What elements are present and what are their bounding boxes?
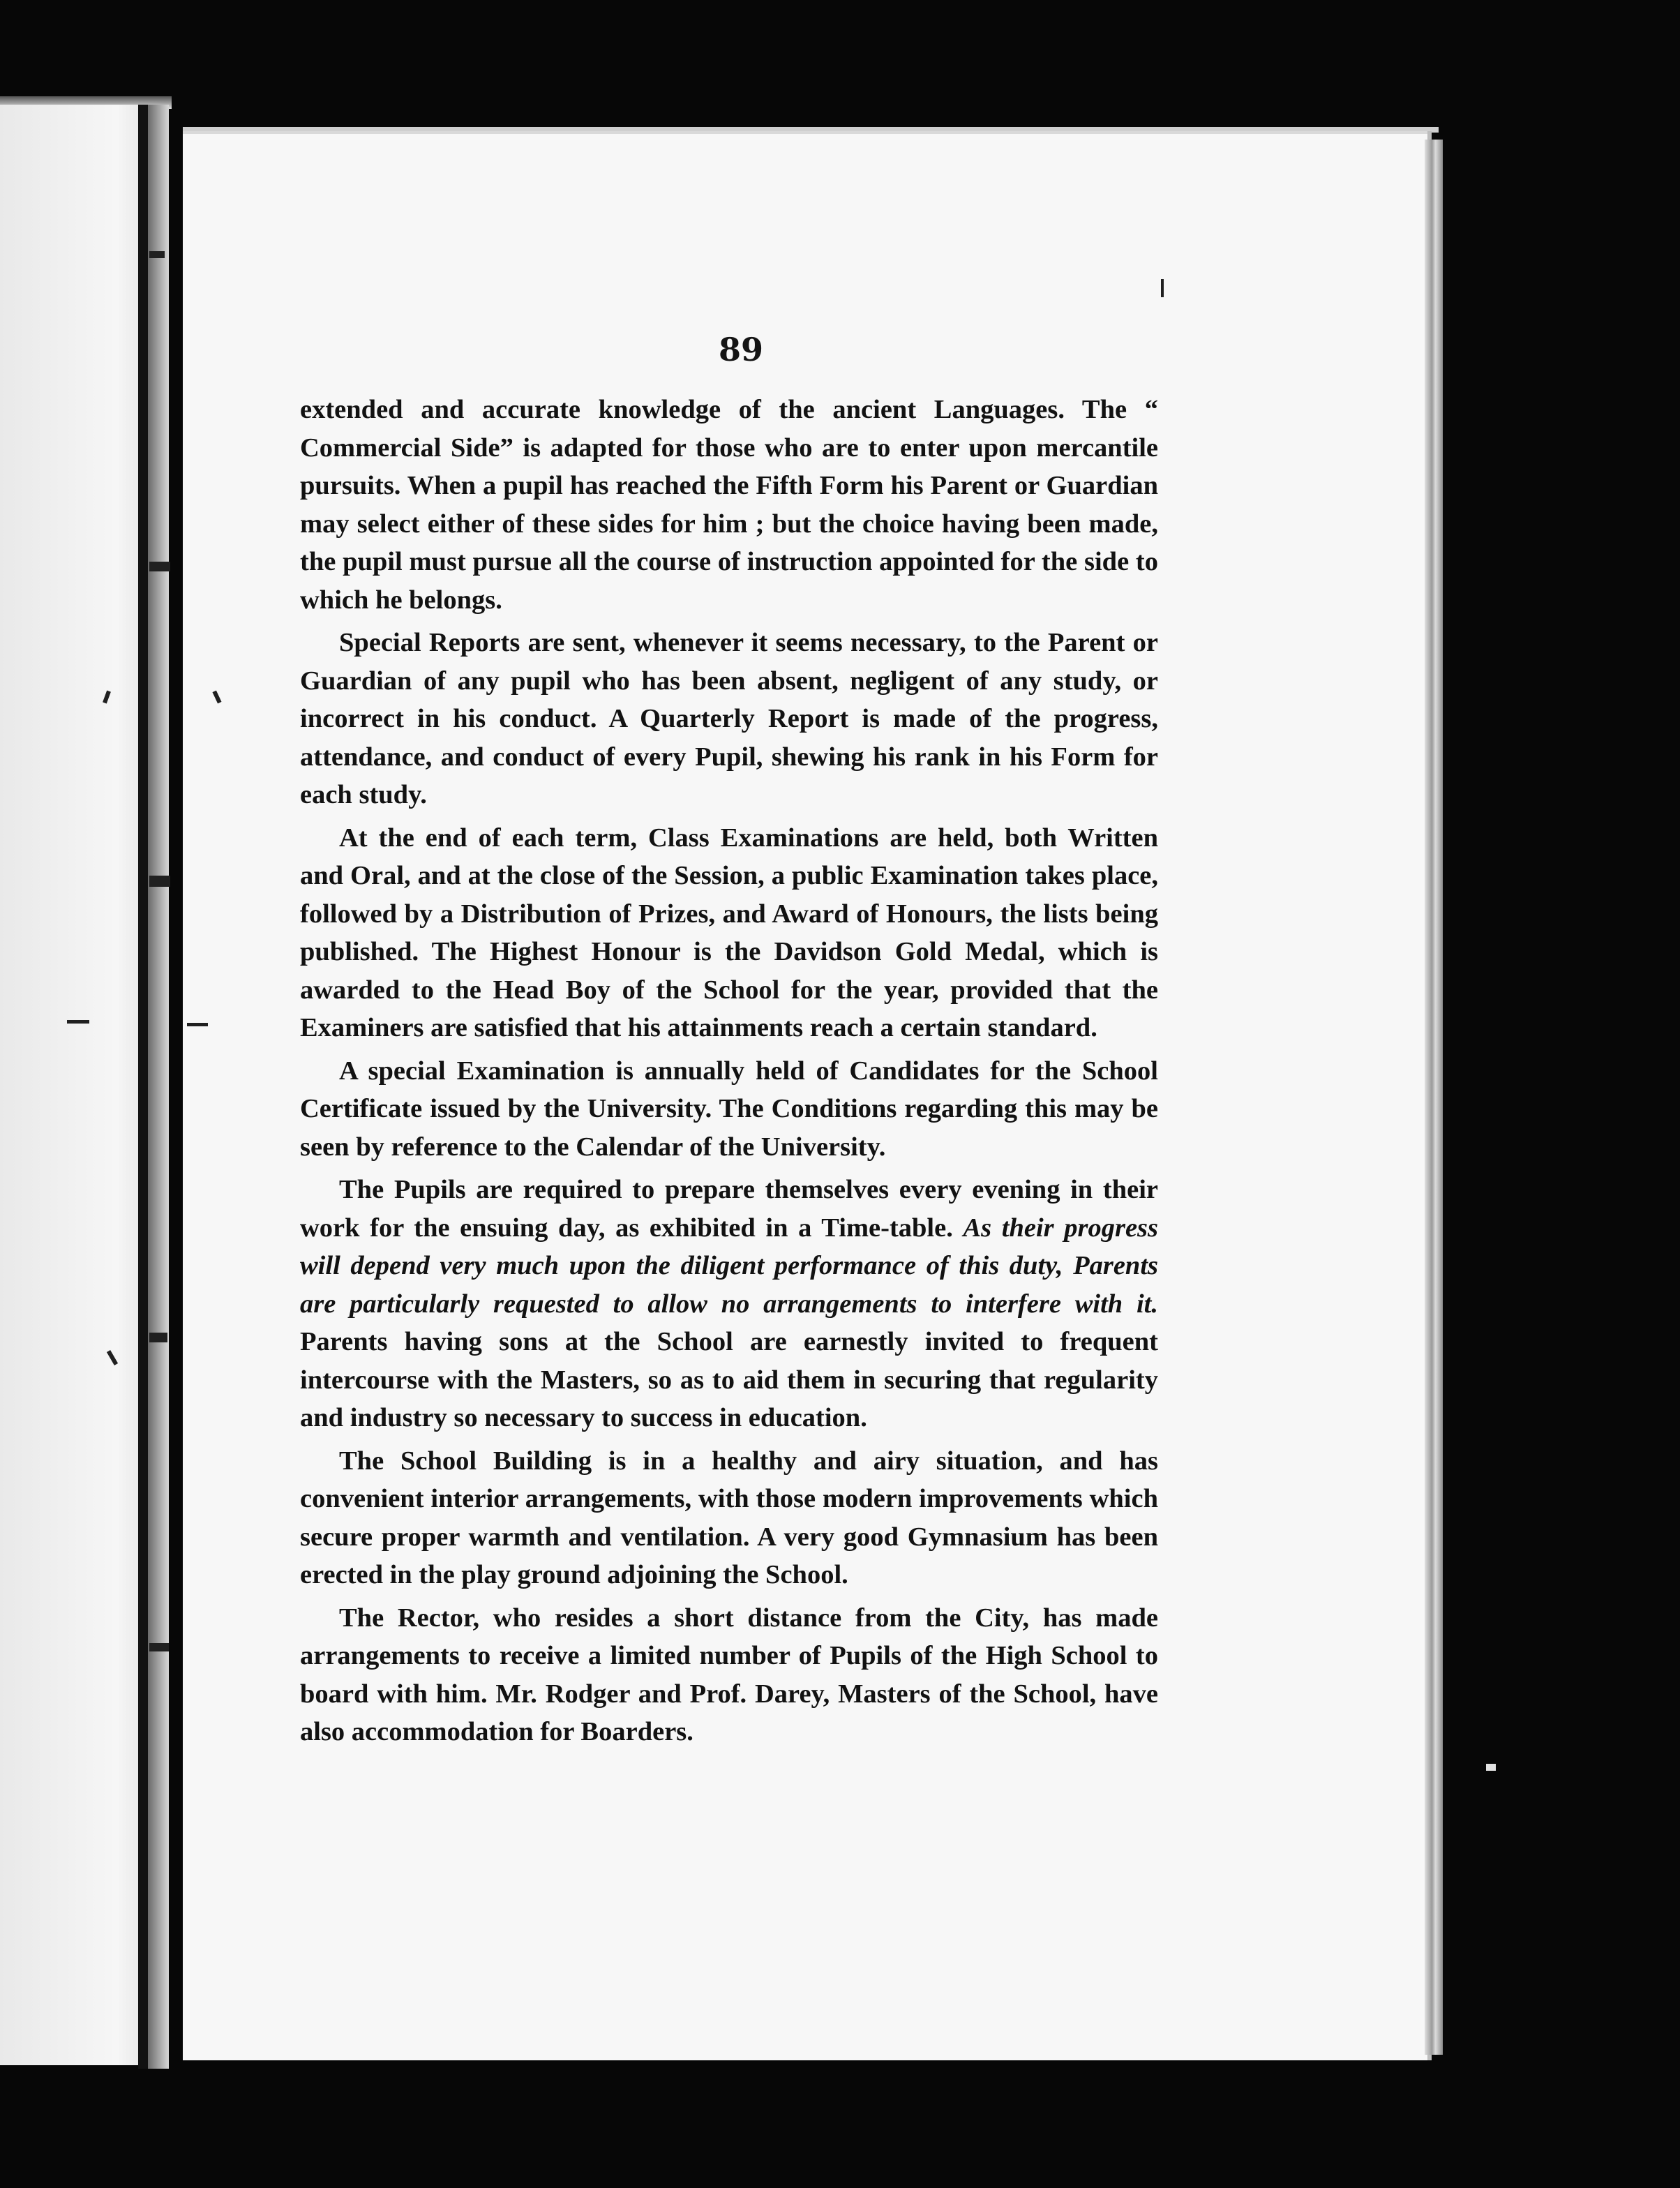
binding-mark — [149, 562, 170, 571]
italic-emphasis: As their progress will depend very much upon the diligent performance of this duty, Parents are particularly requested to allow no arrangements to interfere with it. — [300, 1213, 1159, 1319]
paragraph-text: Parents having sons at the School are earnestly invited to frequent intercourse with the Masters, so as to aid them in securing that regularity and industry so necessary to success in education. — [300, 1327, 1158, 1432]
paragraph: Special Reports are sent, whenever it seems necessary, to the Parent or Guardian of any pupil who has been absent, negligent of any study, or incorrect in his conduct. A Quarterly Report is made of the progress, attendance, and conduct of every Pupil, shewing his rank in his Form for each study. — [300, 628, 1158, 809]
body-text — [300, 391, 1158, 1756]
margin-speck — [187, 1023, 208, 1026]
paragraph — [300, 1171, 1158, 1437]
paragraph: A special Examination is annually held of Candidates for the School Certificate issued by the University. The Conditions regarding this may be seen by reference to the Calendar of the University. — [300, 1056, 1158, 1162]
margin-speck — [1486, 1764, 1496, 1771]
book-gutter — [138, 105, 148, 2069]
paragraph: extended and accurate knowledge of the ancient Languages. The “ Commercial Side” is adapted for those who are to enter upon mercantile pursuits. When a pupil has reached the Fifth Form his Parent or Guardian may select either of these sides for him ; but the choice having been made, the pupil must pursue all the course of instruction appointed for the side to which he belongs. — [300, 395, 1158, 615]
gutter-shadow — [148, 105, 169, 2069]
binding-mark — [149, 1333, 167, 1342]
page-right-edge — [1425, 140, 1443, 2055]
paragraph-text: The Pupils are required to prepare themselves every evening in their work for the ensuing day, as exhibited in a Time-table. — [300, 1175, 1158, 1243]
page-number: 89 — [719, 331, 764, 368]
margin-speck — [67, 1020, 89, 1024]
binding-mark — [149, 1643, 169, 1651]
paragraph: At the end of each term, Class Examinations are held, both Written and Oral, and at the close of the Session, a public Examination takes place, followed by a Distribution of Prizes, and Award of Honours, the lists being published. The Highest Honour is the Davidson Gold Medal, which is awarded to the Head Boy of the School for the year, provided that the Examiners are satisfied that his attainments reach a certain standard. — [300, 823, 1158, 1042]
paragraph: The School Building is in a healthy and airy situation, and has convenient interior arrangements, with those modern improvements which secure proper warmth and ventilation. A very good Gymnasium has been erected in the play ground adjoining the School. — [300, 1446, 1158, 1589]
paragraph: The Rector, who resides a short distance from the City, has made arrangements to receive a limited number of Pupils of the High School to board with him. Mr. Rodger and Prof. Darey, Masters of the School, have also accommodation for Boarders. — [300, 1603, 1158, 1746]
binding-mark — [149, 251, 165, 258]
binding-mark — [149, 876, 170, 887]
margin-speck — [1161, 279, 1164, 297]
